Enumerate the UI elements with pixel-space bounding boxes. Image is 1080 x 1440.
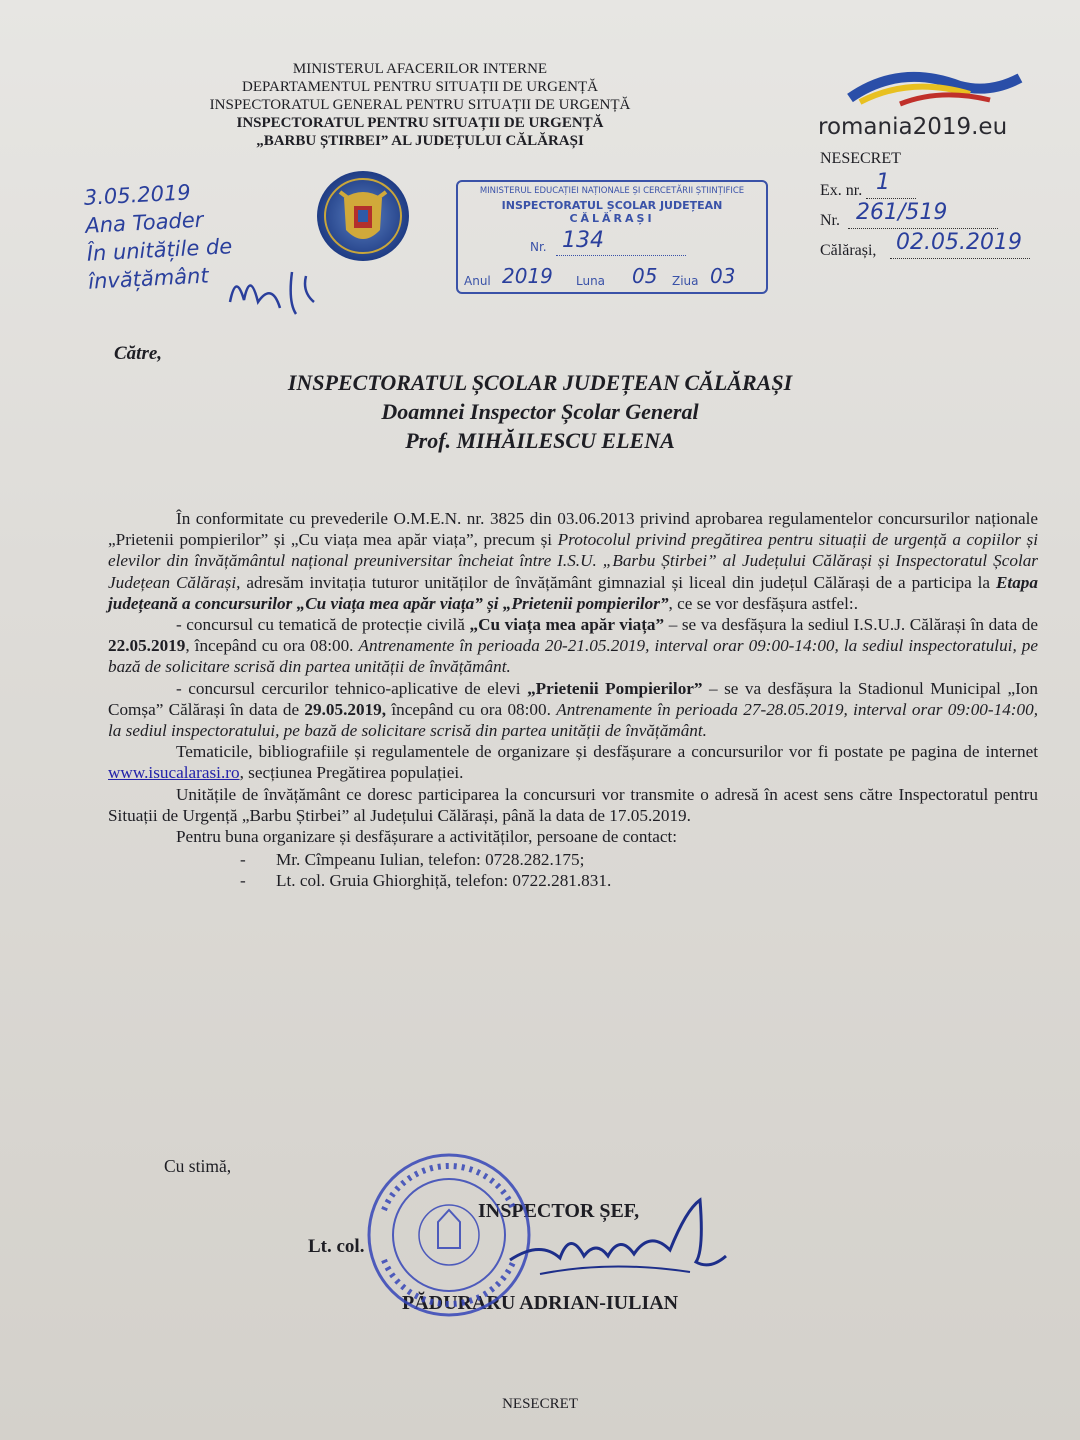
- paragraph-5: Unitățile de învățământ ce doresc participarea la concursuri vor transmite o adresă în acest sens către Inspectoratul pentru Situații de Urgență „Barbu Știrbei” al Județului Călărași, până la data de 17.05.2019.: [108, 784, 1038, 825]
- letter-body: [108, 508, 1038, 892]
- p4-part-a: Tematicile, bibliografiile și regulamentele de organizare și desfășurare a concursurilor vor fi postate pe pagina de internet: [176, 742, 1038, 762]
- registration-stamp: [456, 180, 768, 294]
- stamp-anul-label: Anul: [464, 274, 491, 288]
- letterhead-line-3: INSPECTORATUL GENERAL PENTRU SITUAȚII DE URGENȚĂ: [209, 97, 631, 113]
- p3-date: 29.05.2019,: [304, 699, 387, 719]
- romania2019-logo-icon: [840, 58, 1030, 110]
- p2-training-italic: Antrenamente în perioada 20-21.05.2019, interval orar 09:00-14:00, la sediul inspectoratului, pe bază de solicitare scrisă din partea unității de învățământ.: [108, 636, 1039, 677]
- place-date-line: [890, 258, 1030, 259]
- p3-part-e: începând cu ora 08:00.: [386, 699, 557, 719]
- recipient-block: [160, 368, 920, 455]
- handwritten-line-3: În unitățile de: [86, 234, 233, 266]
- contact-text: Lt. col. Gruia Ghiorghiță, telefon: 0722.281.831.: [276, 871, 612, 891]
- p3-contest-name: „Prietenii Pompierilor”: [527, 678, 703, 698]
- stamp-ziua-label: Ziua: [672, 274, 699, 288]
- p3-part-c: – se va desfășura la Stadionul Municipal „Ion Comșa” Călărași în data de: [108, 678, 1038, 719]
- letterhead-line-1: MINISTERUL AFACERILOR INTERNE: [292, 61, 548, 77]
- letterhead-line-5: „BARBU ȘTIRBEI” AL JUDEȚULUI CĂLĂRAȘI: [256, 133, 584, 149]
- to-label: Către,: [114, 343, 163, 364]
- recipient-title: Doamnei Inspector Școlar General: [381, 399, 699, 424]
- p2-part-a: - concursul cu tematică de protecție civilă: [176, 615, 470, 635]
- recipient-org: INSPECTORATUL ȘCOLAR JUDEȚEAN CĂLĂRAȘI: [287, 370, 793, 395]
- signatory-rank: Lt. col.: [308, 1236, 365, 1257]
- paragraph-3: [108, 678, 1038, 742]
- website-link[interactable]: www.isucalarasi.ro: [108, 763, 240, 783]
- letterhead: [110, 60, 730, 150]
- signatory-role: INSPECTOR ȘEF,: [478, 1200, 640, 1222]
- nr-line: [848, 228, 998, 229]
- p1-protocol-italic: Protocolul privind pregătirea pentru situații de urgență a copiilor și elevilor din învățământul național preuniversitar încheiat între I.S.U. „Barbu Știrbei” al Județului Călărași și Inspectoratul Școlar Județean Călărași: [108, 530, 1038, 592]
- classification-bottom: NESECRET: [502, 1396, 578, 1412]
- paragraph-4: [108, 741, 1038, 783]
- handwritten-note: [83, 176, 234, 295]
- recipient-name: Prof. MIHĂILESCU ELENA: [405, 428, 675, 453]
- stamp-nr-line: [556, 255, 686, 256]
- p4-part-b: , secțiunea Pregătirea populației.: [239, 763, 464, 783]
- p2-part-e: , începând cu ora 08:00.: [185, 636, 359, 656]
- stamp-line-3: CĂLĂRAȘI: [569, 212, 655, 225]
- p3-training-italic: Antrenamente în perioada 27-28.05.2019, interval orar 09:00-14:00, la sediul inspectoratului, pe bază de solicitare scrisă din partea unității de învățământ.: [108, 699, 1038, 741]
- stamp-anul-value: 2019: [502, 264, 553, 288]
- letterhead-line-2: DEPARTAMENTUL PENTRU SITUAȚII DE URGENȚĂ: [242, 79, 598, 95]
- handwritten-name: Ana Toader: [84, 207, 204, 238]
- stamp-luna-value: 05: [632, 264, 658, 288]
- p2-date: 22.05.2019: [108, 636, 186, 656]
- p1-part-c: , adresăm invitația tuturor unităților de învățământ gimnazial și liceal din județul Călărași de a participa la: [236, 572, 996, 592]
- bullet-dash-icon: -: [240, 871, 246, 891]
- p2-part-c: – se va desfășura la sediul I.S.U.J. Călărași în data de: [664, 615, 1039, 635]
- stamp-line-2: INSPECTORATUL ȘCOLAR JUDEȚEAN: [501, 199, 723, 212]
- stamp-nr-value: 134: [562, 228, 604, 253]
- p2-contest-name: „Cu viața mea apăr viața”: [469, 615, 665, 635]
- p1-part-e: , ce se vor desfășura astfel:.: [668, 593, 859, 613]
- coat-of-arms-icon: [314, 168, 412, 264]
- stamp-luna-label: Luna: [576, 274, 606, 288]
- paragraph-6: Pentru buna organizare și desfășurare a activităților, persoane de contact:: [176, 827, 678, 847]
- romania2019-logo-text: romania2019.eu: [818, 114, 1008, 140]
- bullet-dash-icon: -: [240, 850, 246, 870]
- contact-item: [108, 849, 1038, 870]
- handwritten-initials-icon: [222, 262, 332, 322]
- nr-value: 261/519: [856, 200, 948, 225]
- p1-part-a: În conformitate cu prevederile O.M.E.N. nr. 3825 din 03.06.2013 privind aprobarea regulamentelor concursurilor naționale „Prietenii pompierilor” și „Cu viața mea apăr viața”, precum și: [108, 509, 1038, 550]
- p3-part-a: - concursul cercurilor tehnico-aplicative de elevi: [176, 678, 528, 698]
- handwritten-line-4: învățământ: [87, 263, 210, 294]
- letterhead-line-4: INSPECTORATUL PENTRU SITUAȚII DE URGENȚĂ: [236, 115, 604, 131]
- closing-regards: Cu stimă,: [164, 1156, 232, 1176]
- p1-contest-bold: Etapa județeană a concursurilor „Cu viața mea apăr viața” și „Prietenii pompierilor”: [108, 572, 1038, 613]
- contact-list: [108, 849, 1038, 891]
- ex-nr-label: Ex. nr.: [820, 182, 863, 199]
- signatory-name: PĂDURARU ADRIAN-IULIAN: [402, 1292, 679, 1314]
- paragraph-1: [108, 508, 1038, 614]
- place-date: 02.05.2019: [896, 230, 1022, 255]
- contact-item: [108, 870, 1038, 891]
- classification-top: NESECRET: [820, 150, 901, 167]
- nr-label: Nr.: [820, 212, 840, 229]
- ex-nr-value: 1: [876, 170, 890, 195]
- place-label: Călărași,: [820, 242, 877, 259]
- stamp-nr-label: Nr.: [530, 240, 547, 254]
- stamp-line-1: MINISTERUL EDUCAȚIEI NAȚIONALE ȘI CERCETĂRII ȘTIINȚIFICE: [479, 186, 745, 196]
- ex-nr-line: [866, 198, 916, 199]
- signature-icon: [500, 1190, 730, 1300]
- paragraph-2: [108, 614, 1038, 678]
- handwritten-date: 3.05.2019: [83, 180, 192, 210]
- stamp-ziua-value: 03: [710, 264, 736, 288]
- contact-text: Mr. Cîmpeanu Iulian, telefon: 0728.282.175;: [276, 850, 585, 870]
